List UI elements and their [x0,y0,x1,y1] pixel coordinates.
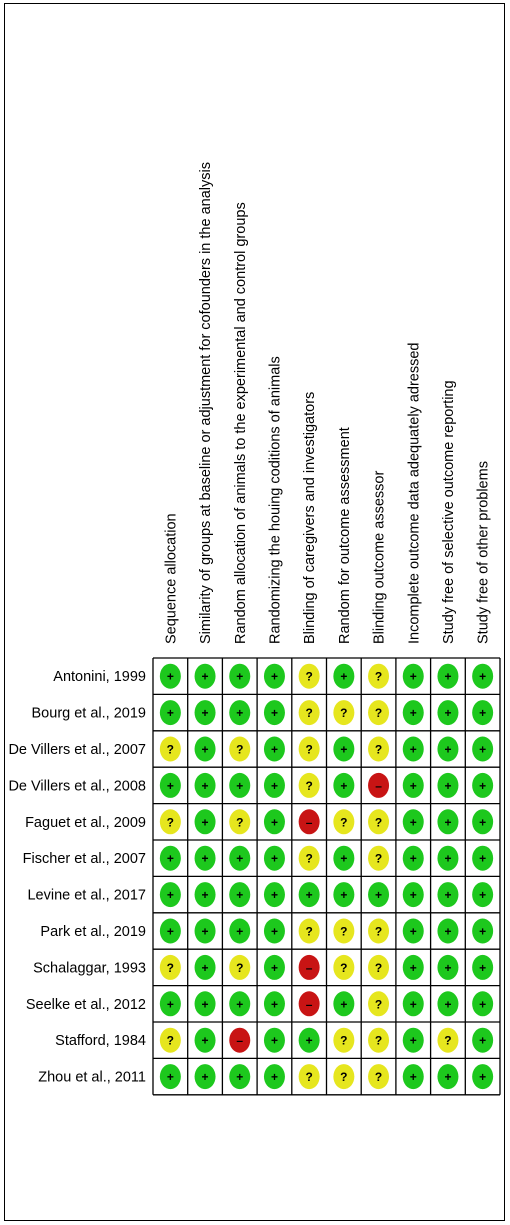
rating-symbol: + [270,1033,278,1048]
rating-symbol: + [236,669,244,684]
rating-symbol: + [305,1033,313,1048]
rating-symbol: + [479,1070,487,1085]
rating-symbol: + [444,924,452,939]
rating-symbol: + [270,742,278,757]
rating-symbol: + [270,997,278,1012]
rating-symbol: ? [305,1070,313,1085]
row-label: Schalaggar, 1993 [33,960,146,977]
rating-symbol: – [305,960,313,975]
rating-symbol: + [340,778,348,793]
rating-symbol: + [201,888,209,903]
rating-symbol: + [201,1070,209,1085]
rating-symbol: + [409,778,417,793]
rating-symbol: ? [166,815,175,830]
rating-symbol: + [270,778,278,793]
rating-symbol: ? [374,706,383,721]
rating-symbol: ? [340,924,348,939]
rating-symbol: + [270,1070,278,1085]
rating-symbol: + [236,924,244,939]
rating-symbol: + [479,742,487,757]
rating-symbol: ? [236,742,244,757]
rating-symbol: ? [236,815,244,830]
rating-symbol: + [479,924,487,939]
rating-symbol: ? [374,815,383,830]
row-label: Stafford, 1984 [55,1033,146,1050]
rating-symbol: + [444,778,452,793]
rating-symbol: + [479,669,487,684]
rating-symbol: + [479,851,487,866]
column-header: Sequence allocation [163,513,180,644]
rating-symbol: + [270,888,278,903]
rating-symbol: + [444,851,452,866]
rating-symbol: ? [305,778,313,793]
rating-symbol: ? [340,1070,348,1085]
rating-symbol: + [166,851,174,866]
rating-symbol: + [166,669,174,684]
rating-symbol: ? [374,1033,383,1048]
rating-symbol: ? [340,815,348,830]
rating-symbol: + [166,997,174,1012]
rating-symbol: + [479,706,487,721]
rating-symbol: + [479,815,487,830]
rating-symbol: + [236,706,244,721]
column-header: Study free of other problems [475,461,492,644]
rating-symbol: + [444,960,452,975]
row-label: Antonini, 1999 [53,669,146,686]
rating-symbol: ? [305,924,313,939]
rating-symbol: ? [166,1033,175,1048]
rating-symbol: ? [340,960,348,975]
rating-symbol: + [201,706,209,721]
rating-symbol: ? [374,851,383,866]
rating-symbol: + [270,851,278,866]
rating-symbol: ? [374,669,383,684]
row-label: Fischer et al., 2007 [22,851,146,868]
rating-symbol: ? [305,742,313,757]
rating-symbol: + [270,815,278,830]
rating-symbol: + [479,1033,487,1048]
rating-symbol: + [201,1033,209,1048]
row-label: De Villers et al., 2008 [8,778,146,795]
rating-symbol: – [375,778,382,793]
column-header: Randomizing the houing coditions of animals [267,356,284,644]
rating-symbol: + [305,888,313,903]
rating-symbol: ? [166,742,175,757]
rating-symbol: ? [166,960,175,975]
rating-symbol: – [305,815,313,830]
column-header: Blinding of caregivers and investigators [302,391,319,644]
rating-symbol: + [236,1070,244,1085]
rating-symbol: + [340,669,348,684]
rating-symbol: + [479,778,487,793]
rating-symbol: + [409,888,417,903]
rating-symbol: + [409,1070,417,1085]
rating-symbol: + [236,997,244,1012]
rating-symbol: + [444,888,452,903]
row-label: Zhou et al., 2011 [38,1069,146,1086]
column-header: Incomplete outcome data adequately adressed [406,342,423,644]
rating-symbol: – [305,997,313,1012]
rating-symbol: + [444,669,452,684]
rating-symbol: + [444,706,452,721]
rating-symbol: + [409,924,417,939]
rating-symbol: + [201,924,209,939]
rating-symbol: + [444,815,452,830]
row-label: Faguet et al., 2009 [25,814,146,831]
rating-symbol: + [340,742,348,757]
rating-symbol: + [340,851,348,866]
rating-symbol: + [340,888,348,903]
rating-symbol: ? [374,960,383,975]
rating-symbol: + [201,815,209,830]
rating-symbol: + [409,706,417,721]
rating-symbol: + [479,960,487,975]
rating-symbol: + [409,851,417,866]
row-label: Levine et al., 2017 [27,887,146,904]
rating-symbol: + [409,960,417,975]
rating-symbol: ? [374,742,383,757]
rating-symbol: + [409,742,417,757]
rating-symbol: ? [374,997,383,1012]
rating-symbol: + [270,960,278,975]
rating-symbol: + [270,924,278,939]
rating-symbol: + [166,924,174,939]
rating-symbol: + [270,706,278,721]
column-header: Similarity of groups at baseline or adjustment for cofounders in the analysis [198,162,215,645]
rating-symbol: + [375,888,383,903]
rating-symbol: + [236,778,244,793]
column-header: Study free of selective outcome reporting [440,380,457,644]
rating-symbol: + [444,742,452,757]
rating-symbol: ? [444,1033,452,1048]
rating-symbol: + [166,1070,174,1085]
column-header: Random allocation of animals to the experimental and control groups [232,202,249,644]
rating-symbol: + [166,888,174,903]
rating-symbol: + [166,778,174,793]
column-header: Random for outcome assessment [336,427,353,644]
rating-symbol: ? [305,669,313,684]
row-label: De Villers et al., 2007 [8,742,146,758]
rating-symbol: + [479,888,487,903]
rating-symbol: ? [305,706,313,721]
rating-symbol: + [479,997,487,1012]
rating-symbol: + [236,851,244,866]
rating-symbol: + [201,669,209,684]
rating-symbol: + [444,1070,452,1085]
rating-symbol: + [201,851,209,866]
rating-symbol: + [166,706,174,721]
rating-symbol: + [340,997,348,1012]
rating-symbol: + [201,960,209,975]
rating-symbol: + [270,669,278,684]
rating-symbol: ? [340,1033,348,1048]
row-label: Park et al., 2019 [40,924,146,940]
rating-symbol: ? [340,706,348,721]
rating-symbol: + [409,815,417,830]
rating-symbol: + [201,742,209,757]
rating-symbol: ? [305,851,313,866]
rating-symbol: ? [374,1070,383,1085]
rating-symbol: ? [236,960,244,975]
rating-symbol: – [236,1033,244,1048]
rating-symbol: + [409,1033,417,1048]
rating-symbol: ? [374,924,383,939]
rating-symbol: + [409,669,417,684]
rating-symbol: + [409,997,417,1012]
rating-symbol: + [201,778,209,793]
column-header: Blinding outcome assessor [371,470,388,644]
rating-symbol: + [201,997,209,1012]
rating-symbol: + [236,888,244,903]
row-label: Seelke et al., 2012 [25,996,146,1013]
rating-symbol: + [444,997,452,1012]
row-label: Bourg et al., 2019 [31,705,146,722]
